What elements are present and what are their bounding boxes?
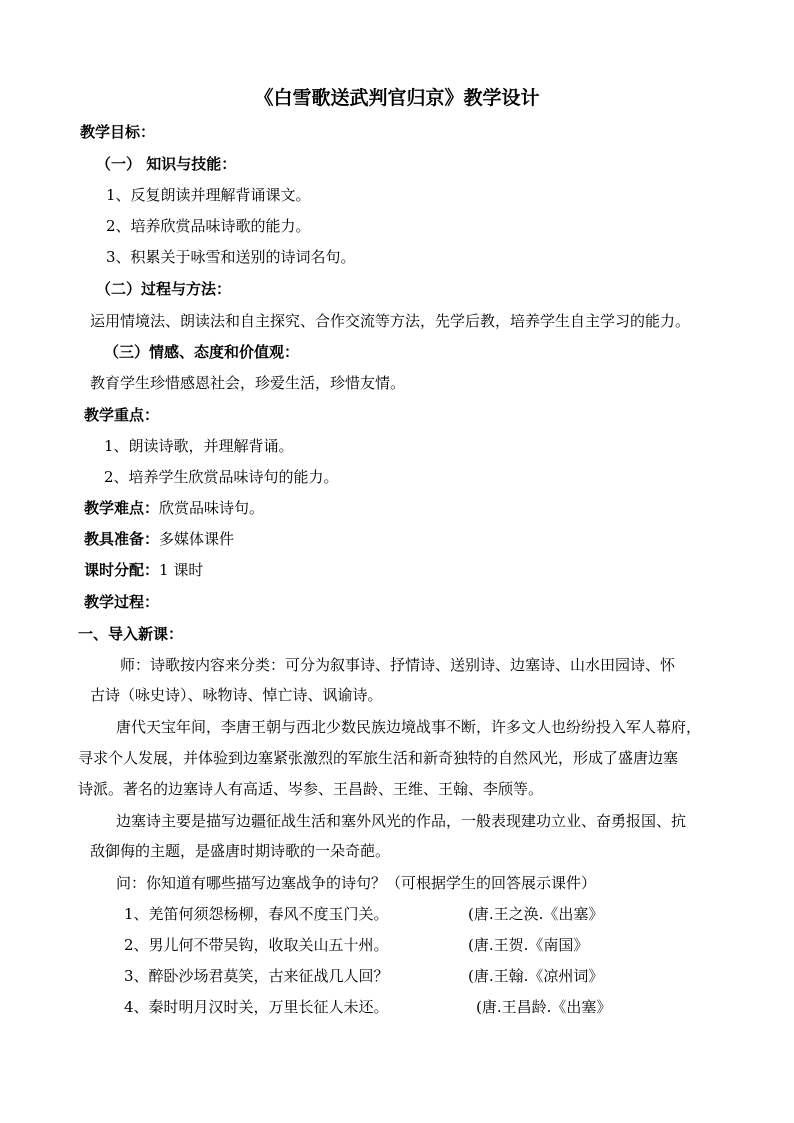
section1-p3-line1: 边塞诗主要是描写边疆征战生活和塞外风光的作品，一般表现建功立业、奋勇报国、抗 xyxy=(116,812,687,830)
poem-source-1: (唐.王之涣.《出塞》 xyxy=(468,905,604,923)
poem-source-4: (唐.王昌龄.《出塞》 xyxy=(476,998,612,1016)
objectives-heading: 教学目标： xyxy=(80,123,156,141)
emotion-heading: （三）情感、态度和价值观： xyxy=(104,343,300,361)
poem-source-2: (唐.王贺.《南国》 xyxy=(468,936,589,954)
teaching-process-heading: 教学过程： xyxy=(84,593,160,611)
key-points-heading: 教学重点： xyxy=(84,406,160,424)
hours-value: 1 课时 xyxy=(159,561,204,579)
section1-question: 问：你知道有哪些描写边塞战争的诗句？（可根据学生的回答展示课件） xyxy=(116,874,597,892)
section1-p2-line3: 诗派。著名的边塞诗人有高适、岑参、王昌龄、王维、王翰、李颀等。 xyxy=(78,780,544,798)
poem-line-1: 1、羌笛何须怨杨柳，春风不度玉门关。 xyxy=(124,905,389,923)
tools-value: 多媒体课件 xyxy=(159,530,235,548)
section1-p1-line2: 古诗（咏史诗）、咏物诗、悼亡诗、讽谕诗。 xyxy=(90,686,383,704)
hours-label: 课时分配： xyxy=(84,561,160,579)
poem-line-2: 2、男儿何不带吴钩，收取关山五十州。 xyxy=(124,936,389,954)
difficulty-label: 教学难点： xyxy=(84,499,160,517)
knowledge-item-3: 3、积累关于咏雪和送别的诗词名句。 xyxy=(106,248,356,266)
emotion-text: 教育学生珍惜感恩社会，珍爱生活，珍惜友情。 xyxy=(90,374,406,392)
tools-label: 教具准备： xyxy=(84,530,160,548)
knowledge-heading: （一） 知识与技能： xyxy=(96,155,237,173)
section1-heading: 一、导入新课： xyxy=(78,625,184,643)
poem-source-3: (唐.王翰.《凉州词》 xyxy=(468,967,604,985)
knowledge-item-1: 1、反复朗读并理解背诵课文。 xyxy=(106,186,311,204)
key-point-1: 1、朗读诗歌，并理解背诵。 xyxy=(104,437,294,455)
section1-p2-line2: 寻求个人发展，并体验到边塞紧张激烈的军旅生活和新奇独特的自然风光，形成了盛唐边塞 xyxy=(78,749,679,767)
key-point-2: 2、培养学生欣赏品味诗句的能力。 xyxy=(104,468,339,486)
poem-line-4: 4、秦时明月汉时关，万里长征人未还。 xyxy=(124,998,389,1016)
section1-p3-line2: 敌御侮的主题，是盛唐时期诗歌的一朵奇葩。 xyxy=(90,842,391,860)
hours-line xyxy=(84,559,203,581)
page-title: 《白雪歌送武判官归京》教学设计 xyxy=(254,87,540,109)
difficulty-value: 欣赏品味诗句。 xyxy=(159,499,265,517)
tools-line xyxy=(84,528,234,550)
knowledge-item-2: 2、培养欣赏品味诗歌的能力。 xyxy=(106,217,311,235)
process-method-heading: （二）过程与方法： xyxy=(96,280,232,298)
section1-p2-line1: 唐代天宝年间，李唐王朝与西北少数民族边境战事不断，许多文人也纷纷投入军人幕府， xyxy=(116,718,702,736)
poem-line-3: 3、醉卧沙场君莫笑，古来征战几人回？ xyxy=(124,967,389,985)
section1-p1-line1: 师：诗歌按内容来分类：可分为叙事诗、抒情诗、送别诗、边塞诗、山水田园诗、怀 xyxy=(120,656,676,674)
process-method-text: 运用情境法、朗读法和自主探究、合作交流等方法，先学后教，培养学生自主学习的能力。 xyxy=(90,312,691,330)
difficulty-line xyxy=(84,497,264,519)
